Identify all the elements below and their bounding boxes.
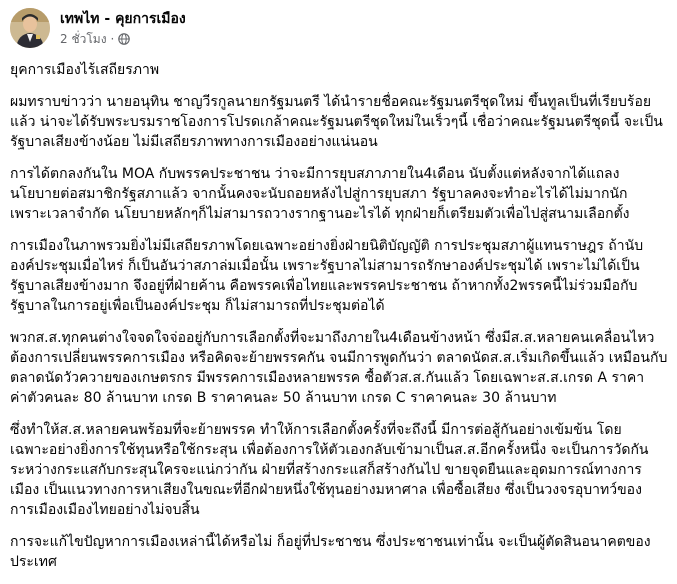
post-paragraph (10, 164, 670, 224)
globe-icon[interactable] (118, 33, 130, 45)
post-title: ยุคการเมืองไร้เสถียรภาพ (10, 62, 160, 78)
separator-dot: · (110, 32, 115, 46)
post-paragraph (10, 420, 670, 520)
paragraph-line: เมือง เป็นแนวทางการหาเสียงในขณะที่อีกฝ่ายหนึ่งใช้ทุนอย่างมหาศาล เพื่อซื้อเสียง ซึ่งเป็นวงจรอุบาทว์ของ (10, 482, 642, 498)
paragraph-line: ค่าตัวคนละ 80 ล้านบาท เกรด B ราคาคนละ 50 ล้านบาท เกรด C ราคาคนละ 30 ล้านบาท (10, 390, 557, 406)
post-paragraph (10, 532, 670, 572)
paragraph-line: ผมทราบข่าวว่า นายอนุทิน ชาญวีรกูลนายกรัฐมนตรี ได้นำรายชื่อคณะรัฐมนตรีชุดใหม่ ขึ้นทูลเป็นที่เรียบร้อย (10, 94, 652, 110)
paragraph-line: การได้ตกลงกันใน MOA กับพรรคประชาชน ว่าจะมีการยุบสภาภายใน4เดือน นับตั้งแต่หลังจากได้แถลง (10, 166, 620, 182)
paragraph-line: ตลาดนัดวัวควายของเกษตรกร มีพรรคการเมืองหลายพรรค ซื้อตัวส.ส.กันแล้ว โดยเฉพาะส.ส.เกรด A ราคา (10, 370, 645, 386)
paragraph-line: ประเทศ (10, 554, 57, 570)
post-meta (60, 8, 186, 47)
paragraph-line: เฉพาะอย่างยิ่งการใช้ทุนหรือใช้กระสุน เพื่อต้องการให้ตัวเองกลับเข้ามาเป็นส.ส.อีกครั้งหนึ่ง จะเป็นการวัดกัน (10, 442, 649, 458)
author-name[interactable]: เทพไท - คุยการเมือง (60, 11, 186, 27)
paragraph-line: รัฐบาลเสียงข้างน้อย ไม่มีเสถียรภาพทางการเมืองอย่างแน่นอน (10, 134, 378, 150)
post-paragraphs (10, 92, 670, 572)
post-paragraph (10, 236, 670, 316)
paragraph-line: รัฐบาลเสียงข้างมาก จึงอยู่ที่ฝ่ายค้าน คือพรรคเพื่อไทยและพรรคประชาชน ถ้าหากทั้ง2พรรคนี้ไม่ร่วมมือกับ (10, 278, 638, 294)
post-header (10, 8, 186, 52)
post-body (10, 60, 670, 584)
paragraph-line: นโยบายต่อสมาชิกรัฐสภาแล้ว จากนั้นคงจะนับถอยหลังไปสู่การยุบสภา รัฐบาลคงจะทำอะไรได้ไม่มากนัก (10, 186, 628, 202)
paragraph-line: พวกส.ส.ทุกคนต่างใจจดใจจ่ออยู่กับการเลือกตั้งที่จะมาถึงภายใน4เดือนข้างหน้า ซึ่งมีส.ส.หลายคนเคลื่อนไหว (10, 330, 655, 346)
paragraph-line: ระหว่างกระแสกับกระสุนใครจะแน่กว่ากัน ฝ่ายที่สร้างกระแสก็สร้างกันไป ขายจุดยืนและอุดมการณ์ทางการ (10, 462, 642, 478)
paragraph-line: แล้ว น่าจะได้รับพระบรมราชโองการโปรดเกล้าคณะรัฐมนตรีชุดใหม่ในเร็วๆนี้ เชื่อว่าคณะรัฐมนตรีชุดนี้ จะเป็น (10, 114, 663, 130)
paragraph-line: การเมืองในภาพรวมยิ่งไม่มีเสถียรภาพโดยเฉพาะอย่างยิ่งฝ่ายนิติบัญญัติ การประชุมสภาผู้แทนราษฎร ถ้านับ (10, 238, 644, 254)
post-paragraph (10, 92, 670, 152)
paragraph-line: การเมืองเมืองไทยอย่างไม่จบสิ้น (10, 502, 200, 518)
paragraph-line: ซึ่งทำให้ส.ส.หลายคนพร้อมที่จะย้ายพรรค ทำให้การเลือกตั้งครั้งที่จะถึงนี้ มีการต่อสู้กันอย่างเข้มข้น โดย (10, 422, 622, 438)
avatar[interactable] (10, 8, 50, 48)
profile-photo-icon (10, 8, 50, 48)
paragraph-line: การจะแก้ไขปัญหาการเมืองเหล่านี้ได้หรือไม่ ก็อยู่ที่ประชาชน ซึ่งประชาชนเท่านั้น จะเป็นผู้ตัดสินอนาคตของ (10, 534, 651, 550)
paragraph-line: องค์ประชุมเมื่อไหร่ ก็เป็นอันว่าสภาล่มเมื่อนั้น เพราะรัฐบาลไม่สามารถรักษาองค์ประชุมได้ เพราะไม่ได้เป็น (10, 258, 640, 274)
paragraph-line: รัฐบาลในการอยู่เพื่อเป็นองค์ประชุม ก็ไม่สามารถที่ประชุมต่อได้ (10, 298, 385, 314)
paragraph-line: เพราะเวลาจำกัด นโยบายหลักๆก็ไม่สามารถวางรากฐานอะไรได้ ทุกฝ่ายก็เตรียมตัวเพื่อไปสู่สนามเลือกตั้ง (10, 206, 630, 222)
paragraph-line: ต้องการเปลี่ยนพรรคการเมือง หรือคิดจะย้ายพรรคกัน จนมีการพูดกันว่า ตลาดนัดส.ส.เริ่มเกิดขึ้นแล้ว เหมือนกับ (10, 350, 668, 366)
post-timestamp[interactable]: 2 ชั่วโมง (60, 32, 107, 46)
post-subline (60, 31, 186, 47)
post-paragraph (10, 328, 670, 408)
